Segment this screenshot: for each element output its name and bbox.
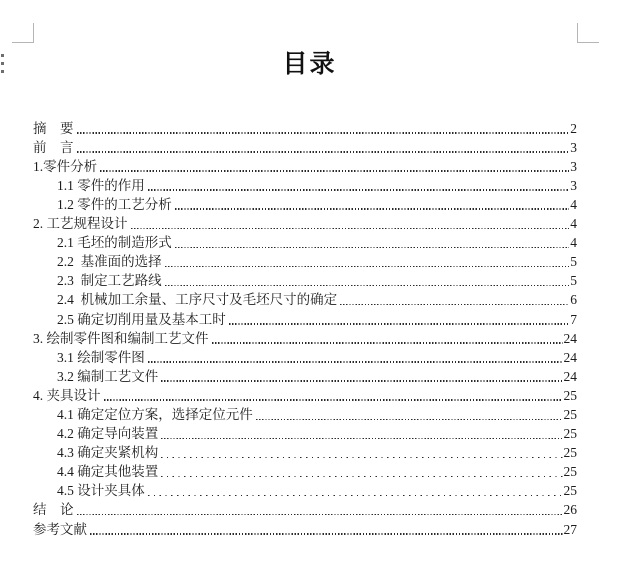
dot-leader <box>175 247 570 249</box>
toc-entry-label: 3. 绘制零件图和编制工艺文件 <box>33 330 209 346</box>
toc-entry-label: 1.零件分析 <box>33 158 98 174</box>
dot-leader <box>161 476 562 478</box>
toc-entry[interactable] <box>33 308 577 327</box>
dot-leader <box>175 208 570 210</box>
toc-entry[interactable] <box>33 346 577 365</box>
toc-entry-page: 27 <box>563 521 577 537</box>
toc-entry[interactable] <box>33 442 577 461</box>
toc-entry-page: 5 <box>570 273 577 289</box>
toc-entry-page: 24 <box>563 349 577 365</box>
toc-entry[interactable] <box>33 518 577 537</box>
dot-leader <box>256 419 563 421</box>
toc-entry[interactable] <box>33 136 577 155</box>
toc-entry-page: 4 <box>570 235 577 251</box>
toc-entry[interactable] <box>33 461 577 480</box>
toc-entry-label: 3.2 编制工艺文件 <box>57 368 159 384</box>
toc-entry-label: 2. 工艺规程设计 <box>33 216 128 232</box>
toc-entry-label: 摘 要 <box>33 120 74 136</box>
toc-entry-label: 3.1 绘制零件图 <box>57 349 145 365</box>
toc-entry-label: 参考文献 <box>33 521 87 537</box>
toc-entry-label: 4.2 确定导向装置 <box>57 426 159 442</box>
toc-entry[interactable] <box>33 480 577 499</box>
toc-entry[interactable] <box>33 251 577 270</box>
dot-leader <box>77 132 570 134</box>
toc-entry-page: 2 <box>570 120 577 136</box>
toc-entry-page: 25 <box>563 445 577 461</box>
toc-entry-label: 2.3 制定工艺路线 <box>57 273 162 289</box>
toc-entry-page: 3 <box>570 158 577 174</box>
dot-leader <box>77 151 570 153</box>
dot-leader <box>212 342 563 344</box>
toc-entry-label: 4.4 确定其他装置 <box>57 464 159 480</box>
toc-entry-page: 24 <box>563 368 577 384</box>
toc-entry-page: 3 <box>570 177 577 193</box>
dot-leader <box>100 170 569 172</box>
toc-entry-label: 结 论 <box>33 502 74 518</box>
toc-entry-label: 4.1 确定定位方案，选择定位元件 <box>57 406 253 422</box>
toc-list <box>33 117 577 537</box>
page-title: 目录 <box>282 51 337 78</box>
toc-entry-label: 1.1 零件的作用 <box>57 177 145 193</box>
toc-entry-page: 6 <box>570 292 577 308</box>
toc-entry[interactable] <box>33 365 577 384</box>
text-boundary-mark-top-right <box>577 23 599 43</box>
dot-leader <box>77 514 563 516</box>
dot-leader <box>148 189 570 191</box>
toc-entry-label: 4. 夹具设计 <box>33 387 101 403</box>
dot-leader <box>165 266 570 268</box>
dot-leader <box>161 380 562 382</box>
toc-entry[interactable] <box>33 212 577 231</box>
toc-entry-label: 4.3 确定夹紧机构 <box>57 445 159 461</box>
toc-entry-label: 2.1 毛坯的制造形式 <box>57 235 172 251</box>
toc-entry[interactable] <box>33 403 577 422</box>
dot-leader <box>340 304 569 306</box>
toc-entry[interactable] <box>33 232 577 251</box>
toc-entry-label: 4.5 设计夹具体 <box>57 483 145 499</box>
toc-entry-page: 25 <box>563 426 577 442</box>
toc-entry-page: 25 <box>563 406 577 422</box>
toc-entry-page: 25 <box>563 483 577 499</box>
dot-leader <box>148 361 563 363</box>
toc-entry[interactable] <box>33 174 577 193</box>
toc-entry-label: 2.4 机械加工余量、工序尺寸及毛坯尺寸的确定 <box>57 292 338 308</box>
dot-leader <box>165 285 570 287</box>
toc-entry-label: 2.2 基准面的选择 <box>57 254 162 270</box>
toc-entry[interactable] <box>33 499 577 518</box>
dot-leader <box>131 228 570 230</box>
toc-entry-label: 2.5 确定切削用量及基本工时 <box>57 311 226 327</box>
dot-leader <box>90 533 563 535</box>
toc-entry-label: 1.2 零件的工艺分析 <box>57 196 172 212</box>
toc-entry-page: 26 <box>563 502 577 518</box>
dot-leader <box>161 438 562 440</box>
dot-leader <box>104 399 563 401</box>
toc-entry[interactable] <box>33 270 577 289</box>
dot-leader <box>161 457 562 459</box>
toc-entry-page: 25 <box>563 387 577 403</box>
toc-entry[interactable] <box>33 289 577 308</box>
toc-entry[interactable] <box>33 117 577 136</box>
text-boundary-mark-top-left <box>12 23 34 43</box>
toc-entry-page: 5 <box>570 254 577 270</box>
toc-entry-page: 24 <box>563 330 577 346</box>
toc-entry-label: 前 言 <box>33 139 74 155</box>
toc-entry[interactable] <box>33 423 577 442</box>
toc-entry-page: 3 <box>570 139 577 155</box>
toc-entry-page: 4 <box>570 216 577 232</box>
dot-leader <box>148 495 563 497</box>
toc-entry-page: 7 <box>570 311 577 327</box>
toc-entry-page: 4 <box>570 196 577 212</box>
toc-entry[interactable] <box>33 155 577 174</box>
toc-entry[interactable] <box>33 384 577 403</box>
toc-entry[interactable] <box>33 193 577 212</box>
dot-leader <box>229 323 570 325</box>
toc-entry[interactable] <box>33 327 577 346</box>
toc-entry-page: 25 <box>563 464 577 480</box>
